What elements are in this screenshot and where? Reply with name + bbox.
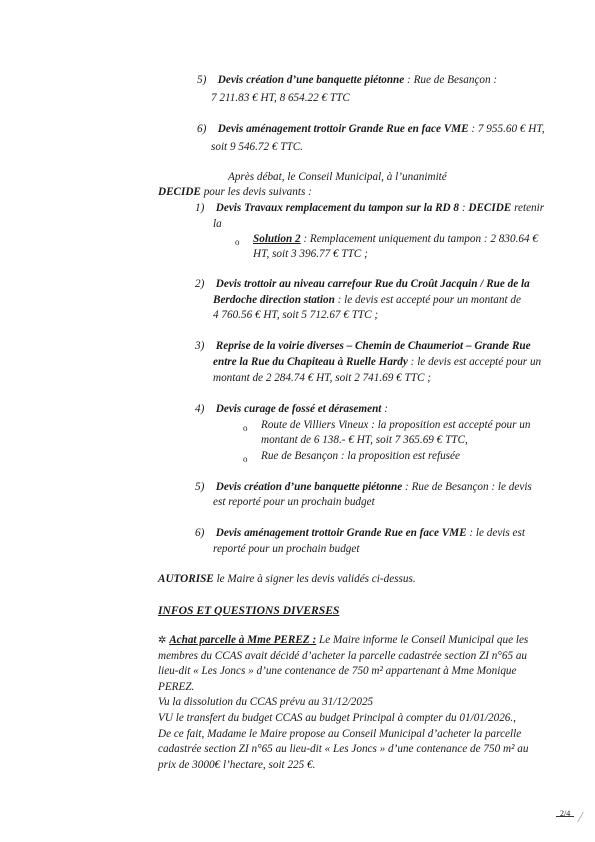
item-title-cont: Berdoche direction station: [213, 294, 335, 306]
item-number: 5): [197, 74, 207, 86]
bullet-rue-besancon: Rue de Besançon : la proposition est refusée: [261, 450, 460, 462]
item-text: : le devis est accepté pour un montant de: [334, 294, 521, 306]
item-number: 3): [195, 340, 205, 352]
decision-item-2-line3: 4 760.56 € HT, soit 5 712.67 € TTC ;: [213, 309, 379, 321]
autorise-line: [158, 572, 416, 588]
decision-item-1: [195, 201, 544, 217]
decision-item-5-line2: est reporté pour un prochain budget: [213, 496, 375, 508]
item-title: Devis aménagement trottoir Grande Rue en face VME: [215, 527, 467, 539]
solution-2-line: [253, 232, 538, 248]
item-text: : 7 955.60 € HT,: [468, 123, 545, 135]
decision-item-2-line2: [213, 293, 521, 309]
item-number: 6): [195, 527, 205, 539]
decision-item-3: [195, 339, 531, 355]
section-heading-infos: INFOS ET QUESTIONS DIVERSES: [158, 604, 340, 617]
achat-line: prix de 3000€ l’hectare, soit 225 €.: [158, 758, 316, 771]
item-title: Reprise de la voirie diverses – Chemin de Chaumeriot – Grande Rue: [215, 340, 531, 352]
item-number: 5): [195, 481, 205, 493]
item-text: : le devis est: [466, 527, 525, 539]
item-text: :: [459, 202, 469, 214]
achat-title: Achat parcelle à Mme PEREZ :: [169, 634, 317, 646]
solution-label: Solution 2: [253, 233, 301, 245]
decision-item-2: [195, 277, 530, 293]
circle-bullet-icon: o: [243, 423, 248, 433]
item-number: 4): [195, 403, 205, 415]
item-title: Devis création d’une banquette piétonne: [215, 481, 403, 493]
autorise-text: le Maire à signer les devis validés ci-dessus.: [213, 573, 416, 585]
circle-bullet-icon: o: [235, 237, 240, 247]
item-number: 1): [195, 202, 205, 214]
bullet-route-villiers: Route de Villiers Vineux : la proposition est accepté pour un: [261, 419, 531, 431]
page-number: 2/4: [560, 809, 571, 818]
bullet-route-villiers-line2: montant de 6 138.- € HT, soit 7 365.69 € TTC,: [261, 434, 468, 446]
flower-bullet-icon: ✲: [158, 635, 167, 646]
decision-item-1-line2: la: [213, 218, 222, 230]
achat-line: Le Maire informe le Conseil Municipal que les: [316, 634, 529, 646]
page-number-underline: [556, 816, 574, 817]
achat-line: Vu la dissolution du CCAS prévu au 31/12/2025: [158, 696, 374, 709]
decision-item-3-line3: montant de 2 284.74 € HT, soit 2 741.69 € TTC ;: [213, 372, 431, 384]
circle-bullet-icon: o: [243, 454, 248, 464]
top-item-6: [197, 122, 545, 138]
item-text: : le devis est accepté pour un: [407, 356, 542, 368]
decision-item-6: [195, 526, 525, 542]
item-title: Devis trottoir au niveau carrefour Rue du Croût Jacquin / Rue de la: [215, 278, 530, 290]
apres-debat-text: Après débat, le Conseil Municipal, à l’unanimité: [228, 171, 447, 183]
item-title: Devis curage de fossé et dérasement: [215, 403, 382, 415]
decide-text: pour les devis suivants :: [200, 186, 312, 198]
decision-item-4: [195, 402, 388, 418]
item-title: Devis aménagement trottoir Grande Rue en face VME: [217, 123, 469, 135]
item-text: : Rue de Besançon :: [404, 74, 498, 86]
autorise-word: AUTORISE: [158, 573, 214, 585]
item-text: :: [381, 403, 388, 415]
page-number-box: [560, 806, 570, 822]
item-decide-word: DECIDE: [468, 202, 512, 214]
top-item-6-line2: soit 9 546.72 € TTC.: [211, 141, 304, 153]
decision-item-3-line2: [213, 355, 541, 371]
item-text: : Rue de Besançon : le devis: [402, 481, 532, 493]
achat-first-line: [158, 633, 578, 649]
item-title: Devis création d’une banquette piétonne: [217, 74, 405, 86]
achat-line: membres du CCAS avait décidé d’acheter la parcelle cadastrée section ZI n°65 au: [158, 649, 528, 662]
item-text-rest: retenir: [511, 202, 545, 214]
initial-mark: [577, 812, 590, 822]
decide-line: [158, 185, 312, 201]
achat-line: lieu-dit « Les Joncs » d’une contenance de 750 m² appartenant à Mme Monique: [158, 665, 517, 678]
item-title: Devis Travaux remplacement du tampon sur la RD 8: [215, 202, 460, 214]
top-item-5: [197, 73, 497, 89]
decision-item-5: [195, 480, 532, 496]
achat-line: PEREZ.: [158, 680, 195, 693]
item-number: 2): [195, 278, 205, 290]
solution-text: : Remplacement uniquement du tampon : 2 830.64 €: [300, 233, 538, 245]
decide-word: DECIDE: [158, 186, 201, 198]
item-title-cont: entre la Rue du Chapiteau à Ruelle Hardy: [213, 356, 408, 368]
achat-line: VU le transfert du budget CCAS au budget Principal à compter du 01/01/2026.,: [158, 711, 516, 724]
achat-parcelle-paragraph: [158, 633, 578, 773]
achat-line: De ce fait, Madame le Maire propose au Conseil Municipal d’acheter la parcelle: [158, 727, 522, 740]
decision-item-6-line2: reporté pour un prochain budget: [213, 543, 360, 555]
achat-line: cadastrée section ZI n°65 au lieu-dit « Les Joncs » d’une contenance de 750 m² au: [158, 743, 529, 756]
item-number: 6): [197, 123, 207, 135]
solution-2-line2: HT, soit 3 396.77 € TTC ;: [253, 248, 368, 260]
top-item-5-line2: 7 211.83 € HT, 8 654.22 € TTC: [211, 92, 350, 104]
